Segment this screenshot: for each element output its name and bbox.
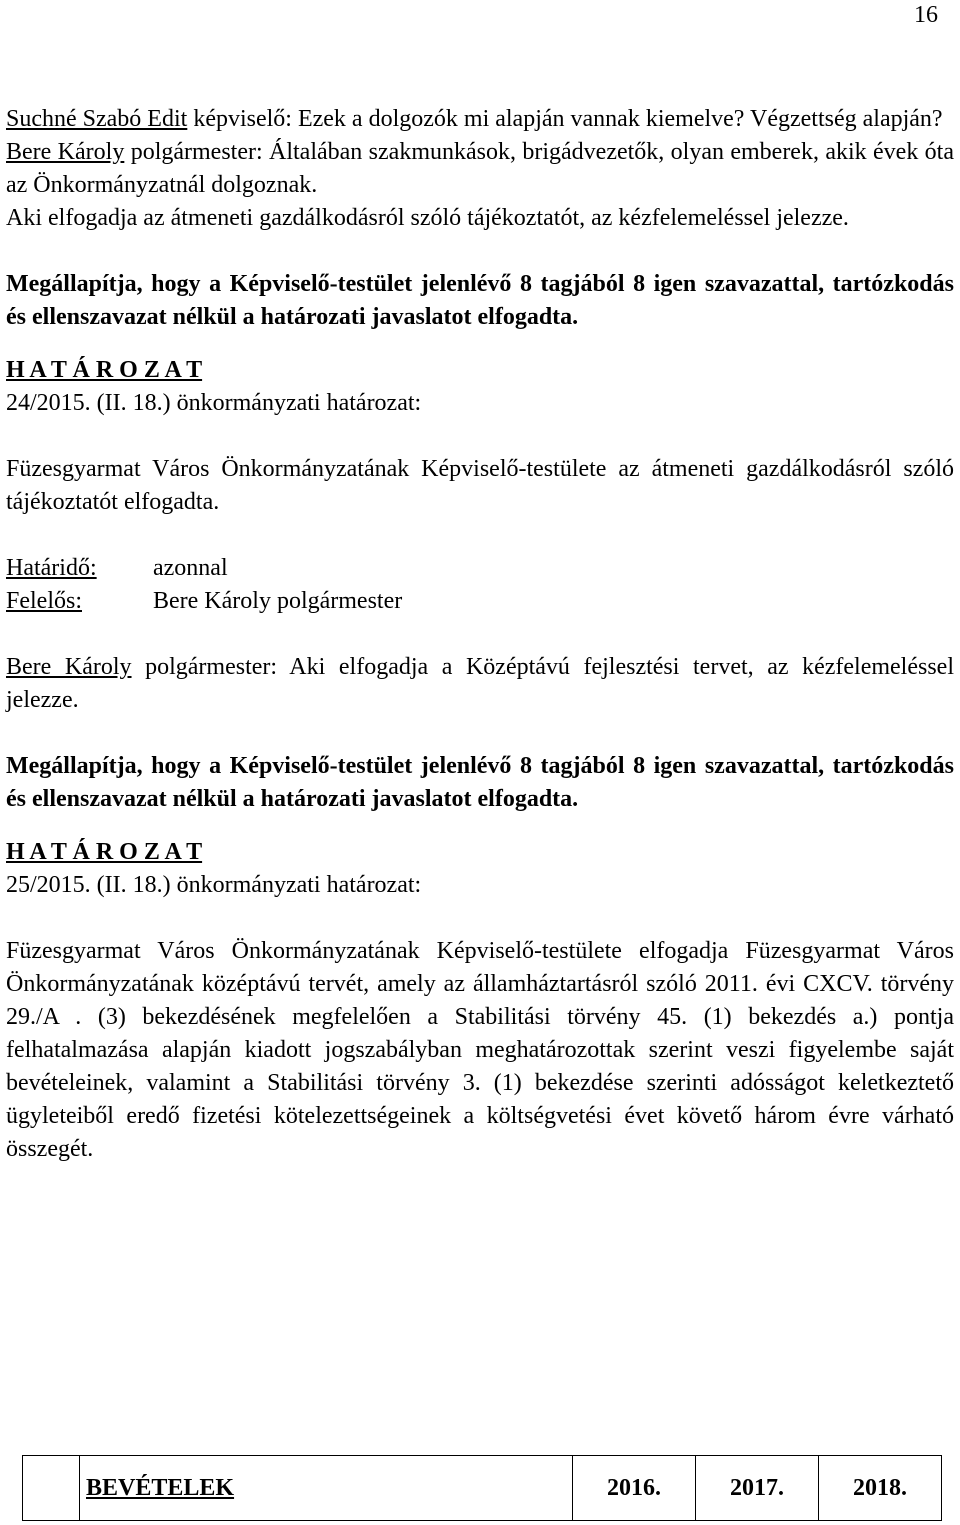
resolution-number: 25/2015. (II. 18.) önkormányzati határozat:	[6, 872, 422, 898]
table-cell-empty	[23, 1456, 80, 1521]
paragraph-question	[6, 103, 954, 136]
paragraph-motion-2	[6, 651, 954, 717]
document-body	[6, 103, 954, 1166]
speaker-name: Suchné Szabó Edit	[6, 106, 188, 132]
speaker-name: Bere Károly	[6, 654, 132, 680]
paragraph-answer	[6, 136, 954, 202]
table-title: BEVÉTELEK	[80, 1456, 573, 1521]
speech-text: polgármester: Aki elfogadja a Középtávú fejlesztési tervet, az kézfelemeléssel jelezze.	[6, 654, 955, 713]
speaker-name: Bere Károly	[6, 139, 125, 165]
table-year: 2017.	[696, 1456, 819, 1521]
responsible-label: Felelős:	[6, 588, 82, 614]
deadline-label: Határidő:	[6, 555, 97, 581]
resolution-heading: H A T Á R O Z A T	[6, 839, 203, 865]
responsible-row	[6, 585, 954, 618]
resolution-body: Füzesgyarmat Város Önkormányzatának Képviselő-testülete az átmeneti gazdálkodásról szóló tájékoztatót elfogadta.	[6, 456, 954, 515]
vote-result: Megállapítja, hogy a Képviselő-testület jelenlévő 8 tagjából 8 igen szavazattal, tartózkodás és ellenszavazat nélkül a határozati javaslatot elfogadta.	[6, 753, 954, 812]
vote-result: Megállapítja, hogy a Képviselő-testület jelenlévő 8 tagjából 8 igen szavazattal, tartózkodás és ellenszavazat nélkül a határozati javaslatot elfogadta.	[6, 271, 954, 330]
deadline-row	[6, 552, 954, 585]
resolution-number: 24/2015. (II. 18.) önkormányzati határozat:	[6, 390, 422, 416]
paragraph-motion: Aki elfogadja az átmeneti gazdálkodásról szóló tájékoztatót, az kézfelemeléssel jelezze.	[6, 205, 849, 231]
responsible-value: Bere Károly polgármester	[153, 588, 403, 614]
table-year: 2016.	[573, 1456, 696, 1521]
resolution-heading: H A T Á R O Z A T	[6, 357, 203, 383]
speech-text: képviselő: Ezek a dolgozók mi alapján vannak kiemelve? Végzettség alapján?	[187, 106, 943, 132]
deadline-value: azonnal	[153, 555, 228, 581]
budget-table	[22, 1455, 942, 1521]
table-year: 2018.	[819, 1456, 942, 1521]
resolution-body: Füzesgyarmat Város Önkormányzatának Képviselő-testülete elfogadja Füzesgyarmat Város Önkormányzatának középtávú tervét, amely az államháztartásról szóló 2011. évi CXCV. törvény 29./A . (3) bekezdésének megfelelően a Stabilitási törvény 45. (1) bekezdés a.) pontja felhatalmazása alapján kiadott jogszabályban meghatározottak szerint veszi figyelembe saját bevételeinek, valamint a Stabilitási törvény 3. (1) bekezdése szerinti adósságot keletkeztető ügyleteiből eredő fizetési kötelezettségeinek a költségvetési évet követő három évre várható összegét.	[6, 938, 954, 1162]
table-header-row	[23, 1456, 942, 1521]
page-number: 16	[914, 2, 938, 28]
speech-text: polgármester: Általában szakmunkások, brigádvezetők, olyan emberek, akik évek óta az Önkormányzatnál dolgoznak.	[6, 139, 955, 198]
